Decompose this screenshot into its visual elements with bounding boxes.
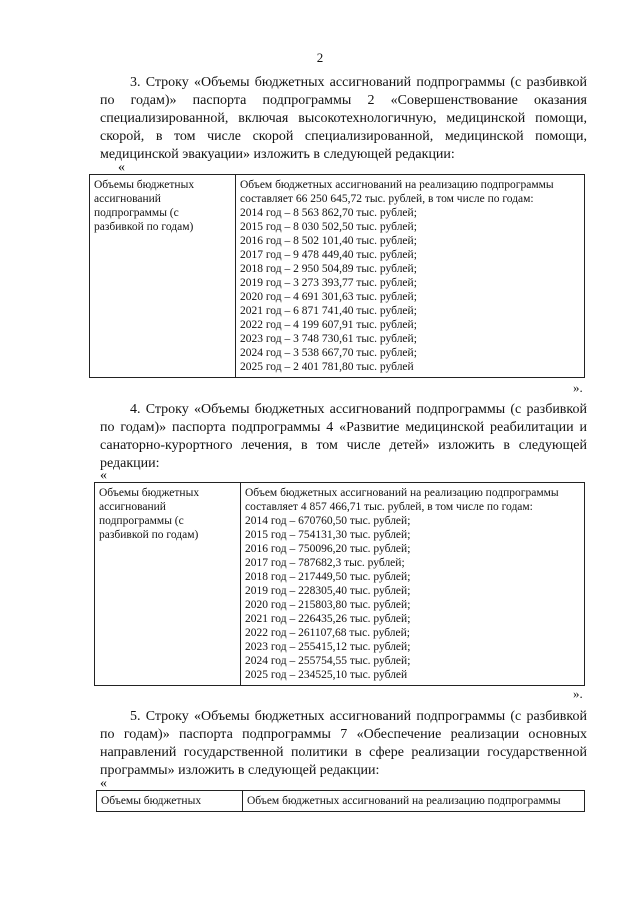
s3-line: 2015 год – 8 030 502,50 тыс. рублей;: [240, 221, 417, 233]
s4-line: 2018 год – 217449,50 тыс. рублей;: [245, 571, 411, 583]
section-3-right-cell: [236, 175, 585, 378]
s4-line: 2025 год – 234525,10 тыс. рублей: [245, 669, 408, 681]
section-5-open-quote: «: [100, 776, 107, 791]
section-5-left-cell: Объемы бюджетных: [97, 791, 243, 812]
s3-line: 2025 год – 2 401 781,80 тыс. рублей: [240, 361, 414, 373]
s4-line: 2015 год – 754131,30 тыс. рублей;: [245, 529, 411, 541]
s3-line: 2021 год – 6 871 741,40 тыс. рублей;: [240, 305, 417, 317]
section-3-close-quote: ».: [573, 380, 583, 395]
s3-line: 2016 год – 8 502 101,40 тыс. рублей;: [240, 235, 417, 247]
s3-line: 2024 год – 3 538 667,70 тыс. рублей;: [240, 347, 417, 359]
section-3-paragraph: [100, 74, 587, 164]
s4-line: 2022 год – 261107,68 тыс. рублей;: [245, 627, 410, 639]
s3-line: составляет 66 250 645,72 тыс. рублей, в том числе по годам:: [240, 193, 534, 205]
s4-line: 2020 год – 215803,80 тыс. рублей;: [245, 599, 411, 611]
s4-line: составляет 4 857 466,71 тыс. рублей, в том числе по годам:: [245, 501, 533, 513]
s3-line: 2022 год – 4 199 607,91 тыс. рублей;: [240, 319, 417, 331]
section-4-table: [94, 482, 585, 686]
s3-line: 2018 год – 2 950 504,89 тыс. рублей;: [240, 263, 417, 275]
section-5-paragraph: [100, 708, 587, 780]
section-4-right-cell: [241, 483, 585, 686]
s3-line: 2020 год – 4 691 301,63 тыс. рублей;: [240, 291, 417, 303]
section-3-left-cell: Объемы бюджетных ассигнований подпрограммы (с разбивкой по годам): [90, 175, 236, 378]
s4-line: 2019 год – 228305,40 тыс. рублей;: [245, 585, 411, 597]
s4-line: 2023 год – 255415,12 тыс. рублей;: [245, 641, 411, 653]
s4-line: 2017 год – 787682,3 тыс. рублей;: [245, 557, 405, 569]
section-4-open-quote: «: [100, 468, 107, 483]
section-3-text: 3. Строку «Объемы бюджетных ассигнований подпрограммы (с разбивкой по годам)» паспорта подпрограммы 2 «Совершенствование оказания специализированной, включая высокотехнологичную, медицинской помощи, скорой, в том числе скорой специализированной, медицинской помощи, медицинской эвакуации» изложить в следующей редакции:: [100, 75, 587, 162]
s3-line: 2019 год – 3 273 393,77 тыс. рублей;: [240, 277, 417, 289]
s3-line: 2023 год – 3 748 730,61 тыс. рублей;: [240, 333, 417, 345]
section-4-text: 4. Строку «Объемы бюджетных ассигнований подпрограммы (с разбивкой по годам)» паспорта подпрограммы 4 «Развитие медицинской реабилитации и санаторно-курортного лечения, в том числе детей» изложить в следующей редакции:: [100, 402, 587, 471]
s5-line: Объем бюджетных ассигнований на реализацию подпрограммы: [247, 795, 561, 807]
section-4-close-quote: ».: [573, 686, 583, 701]
section-4-paragraph: [100, 401, 587, 473]
s4-line: 2024 год – 255754,55 тыс. рублей;: [245, 655, 411, 667]
s3-line: 2014 год – 8 563 862,70 тыс. рублей;: [240, 207, 417, 219]
section-3-open-quote: «: [118, 160, 125, 175]
s3-line: 2017 год – 9 478 449,40 тыс. рублей;: [240, 249, 417, 261]
s4-line: 2016 год – 750096,20 тыс. рублей;: [245, 543, 411, 555]
page-number: 2: [316, 50, 324, 65]
s3-line: Объем бюджетных ассигнований на реализацию подпрограммы: [240, 179, 554, 191]
s4-line: 2014 год – 670760,50 тыс. рублей;: [245, 515, 411, 527]
section-5-text: 5. Строку «Объемы бюджетных ассигнований подпрограммы (с разбивкой по годам)» паспорта подпрограммы 7 «Обеспечение реализации основных направлений государственной политики в сфере реализации государственной программы» изложить в следующей редакции:: [100, 709, 587, 778]
section-5-right-cell: [243, 791, 585, 812]
section-3-table: [89, 174, 585, 378]
section-5-table: [96, 790, 585, 812]
s4-line: 2021 год – 226435,26 тыс. рублей;: [245, 613, 411, 625]
s4-line: Объем бюджетных ассигнований на реализацию подпрограммы: [245, 487, 559, 499]
section-4-left-cell: Объемы бюджетных ассигнований подпрограммы (с разбивкой по годам): [95, 483, 241, 686]
